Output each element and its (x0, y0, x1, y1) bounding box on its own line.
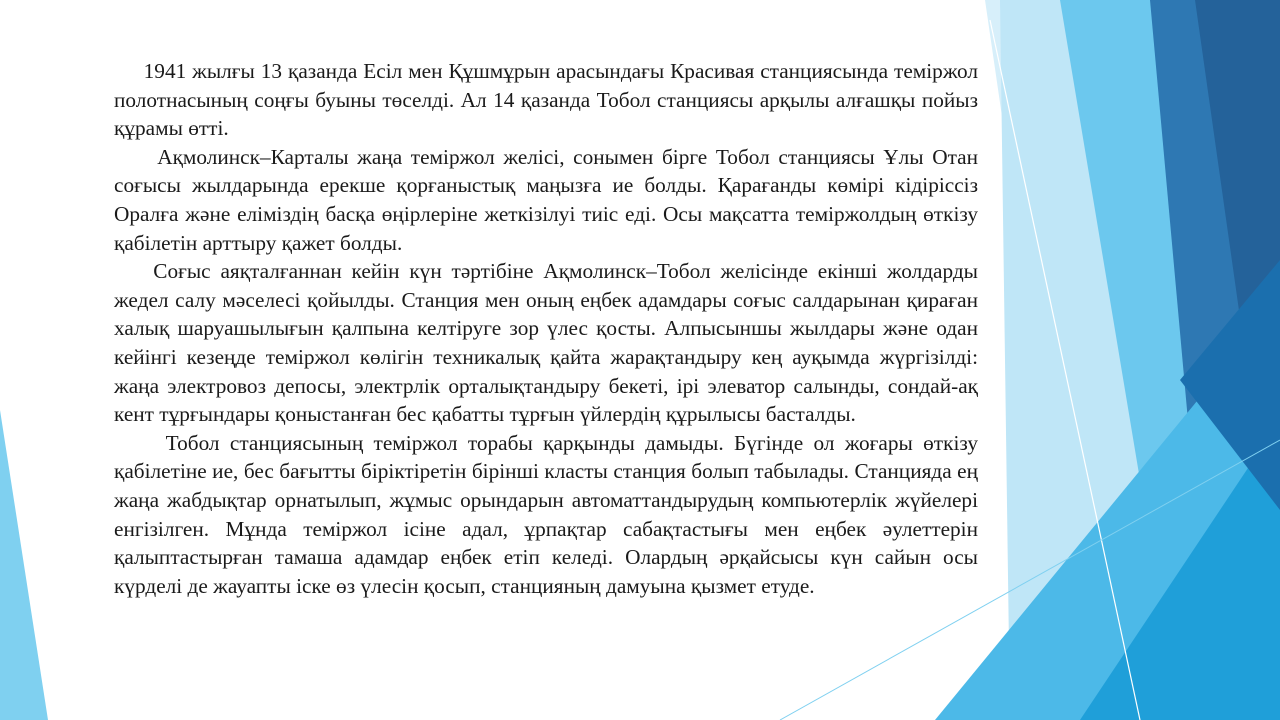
paragraph: 1941 жылғы 13 қазанда Есіл мен Құшмұрын арасындағы Красивая станциясында теміржол полотнасының соңғы буыны төселді. Ал 14 қазанда Тобол станциясы арқылы алғашқы пойыз құрамы өтті. (114, 59, 984, 141)
paragraph: Тобол станциясының теміржол торабы қарқынды дамыды. Бүгінде ол жоғары өткізу қабілетіне ие, бес бағытты біріктіретін бірінші класты станция болып табылады. Станцияда ең жаңа жабдықтар орнатылып, жұмыс орындарын автоматтандырудың компьютерлік жүйелері енгізілген. Мұнда теміржол ісіне адал, ұрпақтар сабақтастығы мен еңбек әулеттерін қалыптастырған тамаша адамдар еңбек етіп келеді. Олардың әрқайсысы күн сайын осы күрделі де жауапты іске өз үлесін қосып, станцияның дамуына қызмет етуде. (114, 430, 984, 598)
slide-body-text (114, 57, 984, 600)
left-accent-shape (0, 410, 48, 720)
paragraph: Соғыс аяқталғаннан кейін күн тәртібіне Ақмолинск–Тобол желісінде екінші жолдарды жедел салу мәселесі қойылды. Станция мен оның еңбек адамдары соғыс салдарынан қираған халық шаруашылығын қалпына келтіруге зор үлес қосты. Алпысыншы жылдары және одан кейінгі кезеңде теміржол көлігін техникалық қайта жарақтандыру кең ауқымда жүргізілді: жаңа электровоз депосы, электрлік орталықтандыру бекеті, ірі элеватор салынды, сондай-ақ кент тұрғындары қоныстанған бес қабатты тұрғын үйлердің құрылысы басталды. (114, 259, 984, 427)
paragraph: Ақмолинск–Карталы жаңа теміржол желісі, сонымен бірге Тобол станциясы Ұлы Отан соғысы жылдарында ерекше қорғаныстық маңызға ие болды. Қарағанды көмірі кідіріссіз Оралға және еліміздің басқа өңірлеріне жеткізілуі тиіс еді. Осы мақсатта теміржолдың өткізу қабілетін арттыру қажет болды. (114, 144, 984, 255)
